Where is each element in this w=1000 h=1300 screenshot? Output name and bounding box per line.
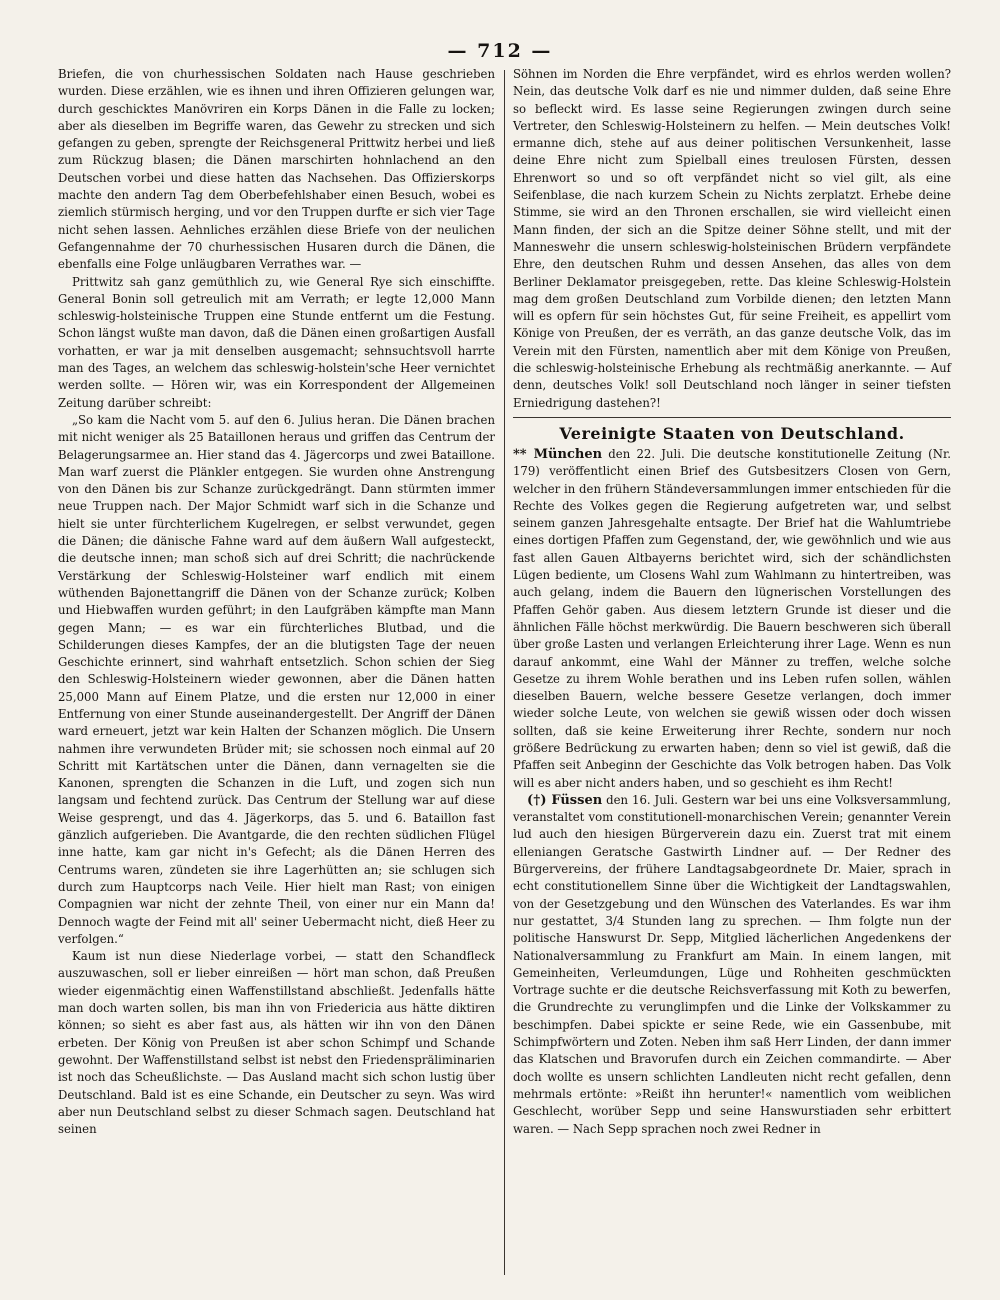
column-divider [504,70,505,1275]
dateline-place: (†) Füssen [527,792,603,808]
paragraph: Prittwitz sah ganz gemüthlich zu, wie General Rye sich einschiffte. General Bonin soll getreulich mit am Verrath; er legte 12,000 Mann schleswig-holsteinische Truppen eine Stunde entfernt um die Festung. Schon längst wußte man davon, daß die Dänen einen großartigen Ausfall vorhatten, er war ja mit denselben ausgemacht; sehnsuchtsvoll harrte man des Tages, an welchem das schleswig-holstein'sche Heer vernichtet werden sollte. — Hören wir, was ein Korrespondent der Allgemeinen Zeitung darüber schreibt: [58,274,495,410]
dateline-place: ** München [513,446,603,462]
paragraph: Söhnen im Norden die Ehre verpfändet, wird es ehrlos werden wollen? Nein, das deutsche Volk darf es nie und nimmer dulden, daß seine Ehre so befleckt wird. Es lasse seine Regierungen zwingen durch seine Vertreter, den Schleswig-Holsteinern zu helfen. — Mein deutsches Volk! ermanne dich, stehe auf aus deiner politischen Versunkenheit, lasse deine Ehre nicht zum Spielball eines treulosen Fürsten, dessen Ehrenwort so und so oft verpfändet nicht so viel gilt, als eine Seifenblase, die nach kurzem Schein zu Nichts zerplatzt. Erhebe deine Stimme, sie wird an den Thronen erschallen, sie wird vielleicht einen Mann finden, der sich an die Spitze deiner Söhne stellt, und mit der Manneswehr die unsern schleswig-holsteinischen Brüdern verpfändete Ehre, den deutschen Ruhm und dessen Ansehen, das alles von dem Berliner Deklamator preisgegeben, rette. Das kleine Schleswig-Holstein mag dem großen Deutschland zum Vorbilde dienen; den letzten Mann will es opfern für sein höchstes Gut, für seine Freiheit, es appellirt vom Könige von Preußen, der es verräth, an das ganze deutsche Volk, das im Verein mit den Fürsten, namentlich aber mit dem Könige von Preußen, die schleswig-holsteinische Erhebung als rechtmäßig anerkannte. — Auf denn, deutsches Volk! soll Deutschland noch länger in seiner tiefsten Erniedrigung dastehen?! [513,67,951,410]
left-column [58,66,495,1138]
dispatch-text: den 22. Juli. Die deutsche konstitutionelle Zeitung (Nr. 179) veröffentlicht einen Brief des Gutsbesitzers Closen von Gern, welcher in den frühern Ständeversammlungen immer entschieden für die Rechte des Volkes gegen die Regierung aufgetreten war, und selbst seinem ganzen Jahresgehalte entsagte. Der Brief hat die Wahlumtriebe eines dortigen Pfaffen zum Gegenstand, der, wie gewöhnlich und wie aus fast allen Gauen Altbayerns berichtet wird, sich der schändlichsten Lügen bediente, um Closens Wahl zum Wahlmann zu hintertreiben, was auch gelang, indem die Bauern den lügnerischen Vorstellungen des Pfaffen Gehör gaben. Aus diesem letztern Grunde ist dieser und die ähnlichen Fälle höchst merkwürdig. Die Bauern beschweren sich überall über große Lasten und verlangen Erleichterung ihrer Lage. Wenn es nun darauf ankommt, eine Wahl der Männer zu treffen, welche solche Gesetze zu ihrem Wohle berathen und ins Leben rufen sollen, wählen dieselben Bauern, welche bessere Gesetze verlangen, doch immer wieder solche Leute, von welchen sie gewiß wissen oder doch wissen sollten, daß sie keine Erweiterung ihrer Rechte, sondern nur noch größere Bedrückung zu erwarten haben; denn so viel ist gewiß, daß die Pfaffen seit Anbeginn der Geschichte das Volk betrogen haben. Das Volk will es aber nicht anders haben, und so geschieht es ihm Recht! [513,446,951,790]
dispatch-fuessen [513,792,951,1138]
dispatch-text: den 16. Juli. Gestern war bei uns eine Volksversammlung, veranstaltet vom constitutionell-monarchischen Verein; genannter Verein lud auch den hiesigen Bürgerverein dazu ein. Zuerst trat mit einem elleniangen Geratsche Gastwirth Lindner auf. — Der Redner des Bürgervereins, der frühere Landtagsabgeordnete Dr. Maier, sprach in echt constitutionellem Sinne über die Wichtigkeit der Landtagswahlen, von der Gesetzgebung und den Wünschen des Vaterlandes. Es war ihm nur gestattet, 3/4 Stunden lang zu sprechen. — Ihm folgte nun der politische Hanswurst Dr. Sepp, Mitglied lächerlichen Angedenkens der Nationalversammlung zu Frankfurt am Main. In einem langen, mit Gemeinheiten, Verleumdungen, Lüge und Rohheiten geschmückten Vortrage suchte er die deutsche Reichsverfassung mit Koth zu bewerfen, die Grundrechte zu verunglimpfen und die Linke der Volkskammer zu beschimpfen. Dabei spickte er seine Rede, wie ein Gassenbube, mit Schimpfwörtern und Zoten. Neben ihm saß Herr Linden, der dann immer das Klatschen und Bravorufen durch ein Zeichen commandirte. — Aber doch wollte es unsern schlichten Landleuten nicht recht gefallen, denn mehrmals ertönte: »Reißt ihn herunter!« namentlich vom weiblichen Geschlecht, worüber Sepp und seine Hanswurstiaden sehr erbittert waren. — Nach Sepp sprachen noch zwei Redner in [513,792,951,1136]
section-heading: Vereinigte Staaten von Deutschland. [559,423,905,443]
quoted-report: „So kam die Nacht vom 5. auf den 6. Julius heran. Die Dänen brachen mit nicht weniger als 25 Bataillonen heraus und griffen das Centrum der Belagerungsarmee an. Hier stand das 4. Jägercorps und zwei Bataillone. Man warf zuerst die Plänkler entgegen. Sie wurden ohne Anstrengung von den Dänen bis zur Schanze zurückgedrängt. Dann stürmten immer neue Truppen nach. Der Major Schmidt warf sich in die Schanze und hielt sie unter fürchterlichem Kugelregen, er selbst verwundet, gegen die Dänen; die dänische Fahne ward auf dem äußern Wall aufgesteckt, die deutsche innen; man schoß sich auf drei Schritt; die nachrückende Verstärkung der Schleswig-Holsteiner warf endlich mit einem wüthenden Bajonettangriff die Dänen von der Schanze zurück; Kolben und Hiebwaffen wurden geführt; in den Laufgräben kämpfte man Mann gegen Mann; — es war ein fürchterliches Blutbad, und die Schilderungen dieses Kampfes, der an die blutigsten Tage der neuen Geschichte erinnert, sind wahrhaft entsetzlich. Schon schien der Sieg den Schleswig-Holsteinern wieder gewonnen, aber die Dänen hatten 25,000 Mann auf Einem Platze, und die ersten nur 12,000 in einer Entfernung von einer Stunde auseinandergestellt. Der Angriff der Dänen ward erneuert, jetzt war kein Halten der Schanzen möglich. Die Unsern nahmen ihre verwundeten Brüder mit; sie schossen noch einmal auf 20 Schritt mit Kartätschen unter die Dänen, dann vernagelten sie die Kanonen, sprengten die Schanzen in die Luft, und zogen sich nun langsam und fechtend zurück. Das Centrum der Stellung war auf diese Weise gesprengt, und das 4. Jägerkorps, das 5. und 6. Bataillon fast gänzlich aufgerieben. Die Avantgarde, die den rechten südlichen Flügel inne hatte, kam gar nicht in's Gefecht; als die Dänen Herren des Centrums waren, zündeten sie ihre Lagerhütten an; sie schlugen sich durch zum Hauptcorps nach Veile. Hier hielt man Rast; von einigen Compagnien war nicht der zehnte Theil, von einer nur ein Mann da! Dennoch wagte der Feind mit all' seiner Uebermacht nicht, dieß Heer zu verfolgen.“ [58,412,495,946]
page-number: — 712 — [447,40,553,62]
dispatch-munich [513,446,951,792]
paragraph: Kaum ist nun diese Niederlage vorbei, — statt den Schandfleck auszuwaschen, soll er lieber einreißen — hört man schon, daß Preußen wieder eigenmächtig einen Waffenstillstand abschließt. Jedenfalls hätte man doch warten sollen, bis man ihn von Friedericia aus hätte diktiren können; so sieht es aber fast aus, als hätten wir ihn von den Dänen erbeten. Der König von Preußen ist aber schon Schimpf und Schande gewohnt. Der Waffenstillstand selbst ist nebst den Friedenspräliminarien ist noch das Scheußlichste. — Das Ausland macht sich schon lustig über Deutschland. Bald ist es eine Schande, ein Deutscher zu seyn. Was wird aber nun Deutschland selbst zu dieser Schmach sagen. Deutschland hat seinen [58,949,495,1137]
separator-line [513,417,951,418]
paragraph: Briefen, die von churhessischen Soldaten nach Hause geschrieben wurden. Diese erzählen, wie es ihnen und ihren Offizieren gelungen war, durch geschicktes Manövriren ein Korps Dänen in die Falle zu locken; aber als dieselben im Begriffe waren, das Gewehr zu strecken und sich gefangen zu geben, sprengte der Reichsgeneral Prittwitz herbei und ließ zum Rückzug blasen; die Dänen marschirten hohnlachend an den Deutschen vorbei und diese hatten das Nachsehen. Das Offizierskorps machte den andern Tag dem Oberbefehlshaber einen Besuch, wobei es ziemlich stürmisch herging, und vor den Truppen durfte er sich vier Tage nicht sehen lassen. Aehnliches erzählen diese Briefe von der neulichen Gefangennahme der 70 churhessischen Husaren durch die Dänen, die ebenfalls eine Folge unläugbaren Verrathes war. — [58,67,495,272]
right-column [513,66,951,1138]
